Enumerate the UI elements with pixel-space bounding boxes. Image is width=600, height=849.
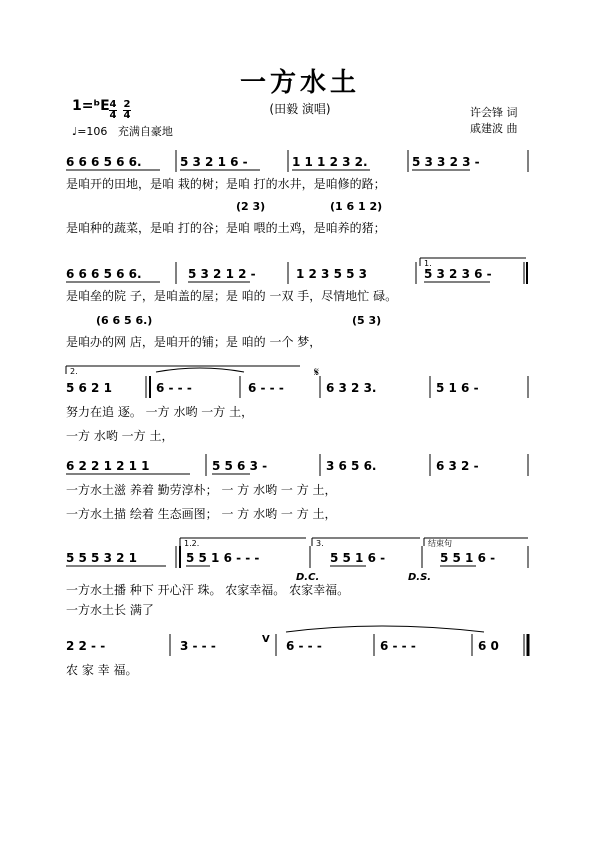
system-2 xyxy=(66,258,527,349)
volta-number: 2. xyxy=(70,367,78,376)
expression-marking: 充满自豪地 xyxy=(117,125,173,138)
notes-line-2d: 5 3 2 3 6 - xyxy=(424,267,492,281)
notes-line-1: 6 6 6 5 6 6. xyxy=(66,155,142,169)
notes-line-2b: 5 3 2 1 2 - xyxy=(188,267,256,281)
system-5 xyxy=(66,538,528,617)
variant-notes: (2 3) xyxy=(236,200,266,213)
notes-line-5b: 5 5 1 6 - - - xyxy=(186,551,260,565)
lyrics-line-9: 一方水土播 种下 开心汗 珠。 农家幸福。 农家幸福。 xyxy=(66,583,350,597)
system-1 xyxy=(66,150,528,235)
notes-line-1b: 5 3 2 1 6 - xyxy=(180,155,248,169)
notes-line-4b: 5 5 6 3 - xyxy=(212,459,268,473)
ds-marking: D.S. xyxy=(408,572,432,583)
segno-icon: 𝄋 xyxy=(314,365,320,379)
lyrics-line-11: 农 家 幸 福。 xyxy=(66,663,138,677)
notes-line-4: 6 2 2 1 2 1 1 xyxy=(66,459,150,473)
system-6 xyxy=(66,626,528,677)
time-signature-2: 2 4 xyxy=(123,99,131,121)
lyrics-line-3: 是咱垒的院 子，是咱盖的屋；是 咱的 一双 手，尽情地忙 碌。 xyxy=(66,289,398,303)
volta-number: 3. xyxy=(316,539,324,548)
lyrics-line-7: 一方水土滋 养着 勤劳淳朴； 一 方 水哟 一 方 土， xyxy=(66,483,337,497)
variant-notes: (6 6 5 6.) xyxy=(96,314,153,327)
tie xyxy=(286,626,484,632)
time-signature-1: 4 4 xyxy=(109,99,117,121)
volta-number: 1. xyxy=(424,259,432,268)
quarter-note-icon: ♩ xyxy=(72,125,78,138)
notes-line-2c: 1 2 3 5 5 3 xyxy=(296,267,367,281)
lyrics-line-5: 努力在追 逐。 一方 水哟 一方 土， xyxy=(66,405,254,419)
notes-line-6: 2 2 - - xyxy=(66,639,106,653)
breath-mark: V xyxy=(262,634,270,645)
notes-line-5d: 5 5 1 6 - xyxy=(440,551,496,565)
lyrics-line-6: 一方 水哟 一方 土， xyxy=(66,429,174,443)
notes-line-5c: 5 5 1 6 - xyxy=(330,551,386,565)
lyricist-credit: 许会锋 词 xyxy=(470,106,518,119)
notes-line-5: 5 5 5 3 2 1 xyxy=(66,551,137,565)
notes-line-3e: 5 1 6 - xyxy=(436,381,479,395)
notes-line-2: 6 6 6 5 6 6. xyxy=(66,267,142,281)
notes-line-6b: 3 - - - xyxy=(180,639,216,653)
lyrics-line-10: 一方水土长 满了 xyxy=(66,603,154,617)
notes-line-3: 5 6 2 1 xyxy=(66,381,112,395)
notes-line-1d: 5 3 3 2 3 - xyxy=(412,155,480,169)
system-4 xyxy=(66,454,528,521)
tempo-value: =106 xyxy=(77,125,108,138)
notes-line-3b: 6 - - - xyxy=(156,381,192,395)
tie xyxy=(156,368,244,372)
volta-number: 1.2. xyxy=(184,539,200,548)
notes-line-4d: 6 3 2 - xyxy=(436,459,479,473)
lyrics-line-8: 一方水土描 绘着 生态画图； 一 方 水哟 一 方 土， xyxy=(66,507,337,521)
variant-notes: (5 3) xyxy=(352,314,382,327)
notes-line-4c: 3 6 5 6. xyxy=(326,459,377,473)
lyrics-line-1: 是咱开的田地，是咱 栽的树；是咱 打的水井，是咱修的路； xyxy=(66,177,386,191)
song-title: 一方水土 xyxy=(239,68,360,98)
lyrics-line-2: 是咱种的蔬菜，是咱 打的谷；是咱 喂的土鸡，是咱养的猪； xyxy=(66,221,386,235)
notes-line-3d: 6 3 2 3. xyxy=(326,381,377,395)
variant-notes: (1 6 1 2) xyxy=(330,200,383,213)
performer-note: (田毅 演唱) xyxy=(269,102,331,116)
notes-line-6c: 6 - - - xyxy=(286,639,322,653)
system-3 xyxy=(66,365,528,443)
key-signature: 1=ᵇE xyxy=(72,98,110,114)
lyrics-line-4: 是咱办的网 店，是咱开的铺；是 咱的 一个 梦， xyxy=(66,335,322,349)
notes-line-6e: 6 0 xyxy=(478,639,499,653)
dc-marking: D.C. xyxy=(296,572,320,583)
notes-line-6d: 6 - - - xyxy=(380,639,416,653)
ending-label: 结束句 xyxy=(428,539,452,548)
composer-credit: 戚建波 曲 xyxy=(470,122,518,135)
notes-line-1c: 1 1 1 2 3 2. xyxy=(292,155,368,169)
notes-line-3c: 6 - - - xyxy=(248,381,284,395)
